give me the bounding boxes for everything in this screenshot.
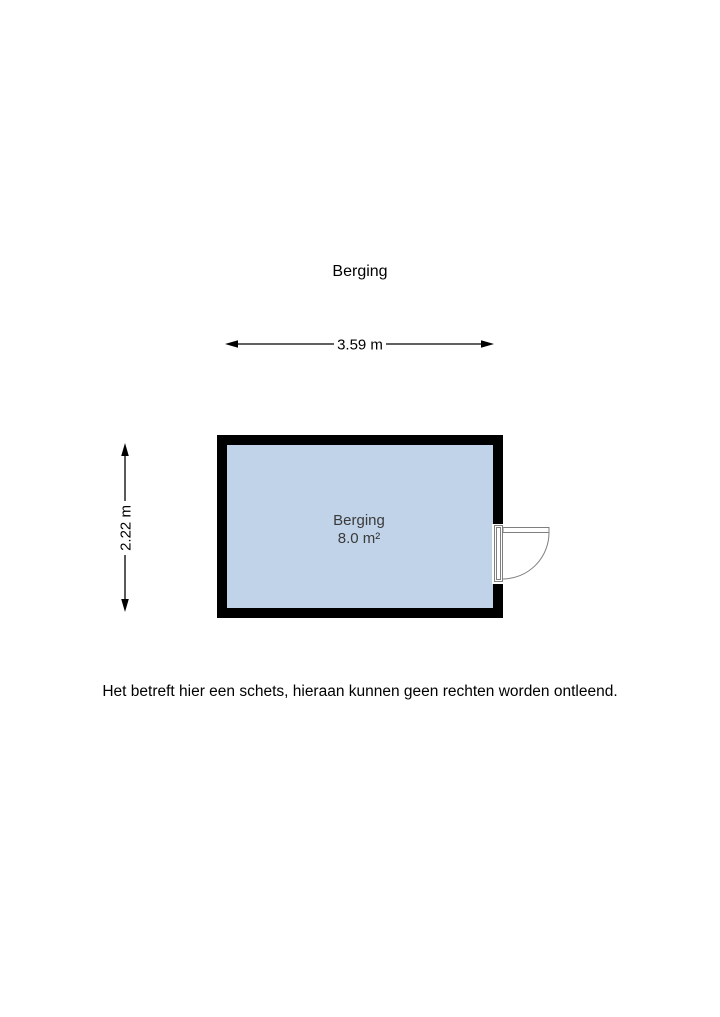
width-dimension-label: 3.59 m: [337, 336, 383, 354]
height-dimension: [118, 443, 135, 612]
arrow-left-icon: [225, 340, 238, 348]
door-swing-arc: [503, 533, 549, 580]
arrow-up-icon: [121, 443, 129, 456]
room-name-label: Berging: [333, 512, 385, 529]
door-frame-inner: [497, 528, 501, 580]
arrow-down-icon: [121, 599, 129, 612]
arrow-right-icon: [481, 340, 494, 348]
door-leaf: [503, 528, 549, 533]
width-dimension: [225, 337, 494, 354]
plan-title: Berging: [332, 263, 388, 280]
room-area-label: 8.0 m²: [337, 530, 381, 547]
disclaimer: Het betreft hier een schets, hieraan kunnen geen rechten worden ontleend.: [102, 683, 618, 700]
height-dimension-label: 2.22 m: [117, 505, 135, 551]
door: [495, 526, 550, 582]
room-berging: [217, 435, 549, 618]
